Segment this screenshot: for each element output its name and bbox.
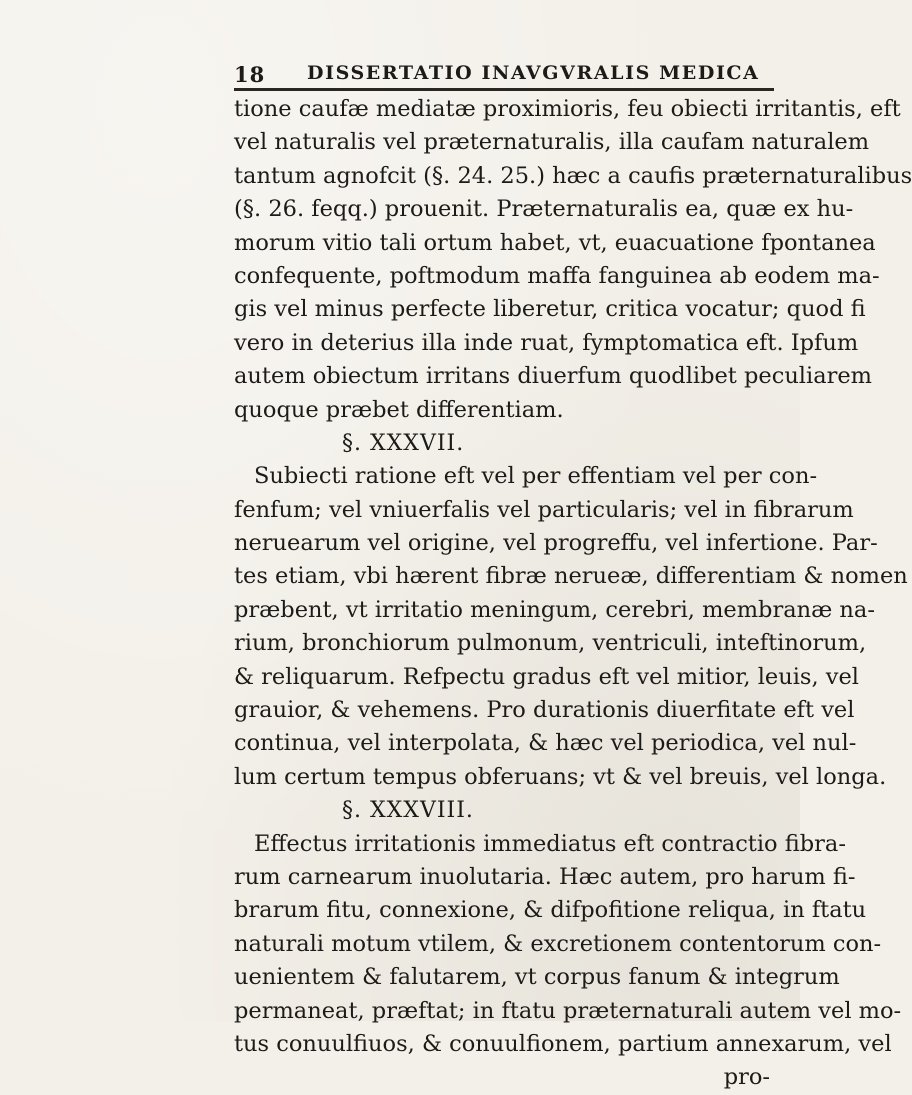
running-title: DISSERTATIO INAVGVRALIS MEDICA [307, 62, 760, 84]
text-line: Effectus irritationis immediatus eft contractio fibra- [254, 830, 846, 857]
body-text [234, 93, 912, 1095]
text-line: quoque præbet differentiam. [234, 396, 564, 423]
text-line: rum carnearum inuolutaria. Hæc autem, pro harum fi- [234, 863, 856, 890]
catchword: pro- [723, 1064, 770, 1091]
page-number: 18 [234, 62, 266, 87]
text-line: tus conuulfiuos, & conuulfionem, partium annexarum, vel [234, 1030, 892, 1057]
text-line: neruearum vel origine, vel progreffu, vel infertione. Par- [234, 530, 878, 557]
text-line: grauior, & vehemens. Pro durationis diuerfitate eft vel [234, 697, 855, 724]
header-rule [234, 88, 774, 91]
text-line: tes etiam, vbi hærent fibræ nerueæ, differentiam & nomen [234, 563, 908, 590]
text-line: vero in deterius illa inde ruat, fymptomatica eft. Ipfum [234, 329, 859, 356]
text-line: Subiecti ratione eft vel per effentiam vel per con- [254, 463, 818, 490]
text-line: confequente, poftmodum maffa fanguinea ab eodem ma- [234, 262, 880, 289]
section-heading: §. XXXVIII. [342, 798, 474, 824]
text-line: tantum agnofcit (§. 24. 25.) hæc a caufis præternaturalibus [234, 162, 912, 189]
text-line: gis vel minus perfecte liberetur, critica vocatur; quod fi [234, 296, 866, 323]
text-line: tione caufæ mediatæ proximioris, feu obiecti irritantis, eft [234, 96, 901, 122]
text-line: morum vitio tali ortum habet, vt, euacuatione fpontanea [234, 229, 876, 256]
text-line: & reliquarum. Refpectu gradus eft vel mitior, leuis, vel [234, 663, 859, 690]
text-line: naturali motum vtilem, & excretionem contentorum con- [234, 930, 882, 957]
page-header [234, 58, 760, 87]
text-line: vel naturalis vel præternaturalis, illa caufam naturalem [234, 129, 870, 156]
text-line: præbent, vt irritatio meningum, cerebri, membranæ na- [234, 596, 875, 623]
text-line: brarum fitu, connexione, & difpofitione reliqua, in ftatu [234, 897, 867, 924]
text-line: uenientem & falutarem, vt corpus fanum & integrum [234, 964, 840, 991]
section-heading: §. XXXVII. [342, 430, 465, 456]
text-line: fenfum; vel vniuerfalis vel particularis; vel in fibrarum [234, 496, 854, 523]
text-line: (§. 26. feqq.) prouenit. Præternaturalis ea, quæ ex hu- [234, 196, 854, 223]
text-line: lum certum tempus obferuans; vt & vel breuis, vel longa. [234, 763, 887, 790]
text-line: permaneat, præftat; in ftatu præternaturali autem vel mo- [234, 997, 902, 1024]
text-line: autem obiectum irritans diuerfum quodlibet peculiarem [234, 363, 873, 390]
text-line: continua, vel interpolata, & hæc vel periodica, vel nul- [234, 730, 857, 757]
text-line: rium, bronchiorum pulmonum, ventriculi, inteftinorum, [234, 630, 867, 657]
